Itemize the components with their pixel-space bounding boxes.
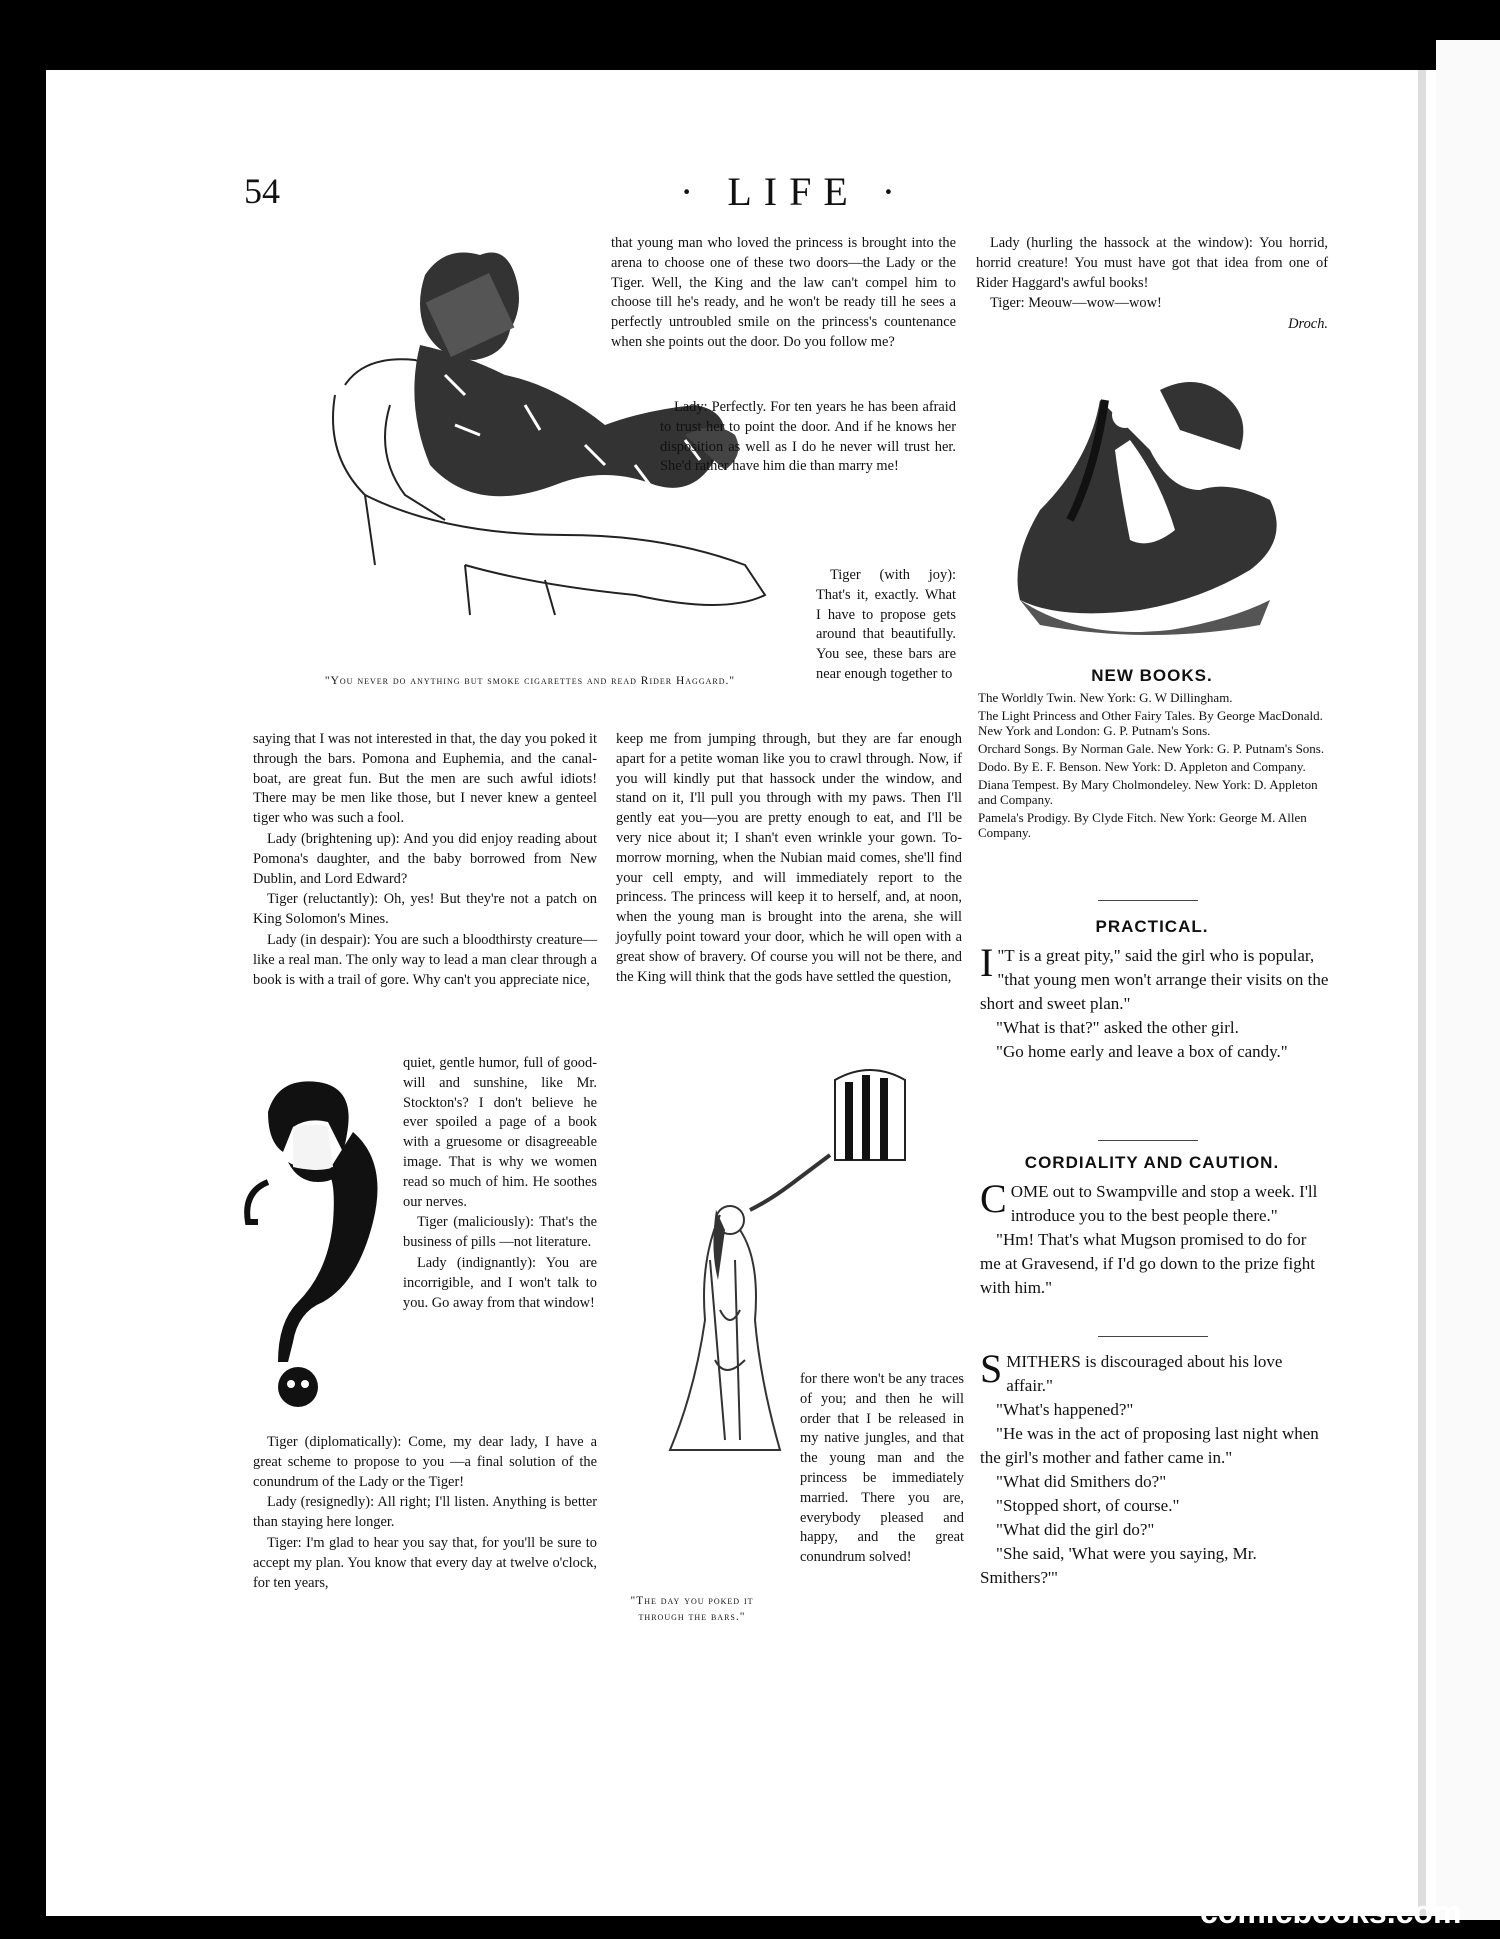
book-entry: Orchard Songs. By Norman Gale. New York: G. P. Putnam's Sons. [978, 741, 1325, 756]
paragraph: MITHERS is discouraged about his love affair." [1006, 1352, 1283, 1395]
col3-top-text [976, 234, 1328, 336]
paragraph: "Hm! That's what Mugson promised to do for me at Gravesend, if I'd go down to the prize fight with him." [980, 1230, 1315, 1297]
paragraph: Tiger (reluctantly): Oh, yes! But they're not a patch on King Solomon's Mines. [253, 891, 597, 928]
drop-cap: S [980, 1346, 1003, 1391]
col2-tiger-joy [816, 566, 956, 686]
book-entry: Diana Tempest. By Mary Cholmondeley. New York: D. Appleton and Company. [978, 777, 1318, 807]
paragraph: "What did Smithers do?" [996, 1472, 1167, 1491]
paragraph: for there won't be any traces of you; and then he will order that I be released in my native jungles, and that the young man and the princess be immediately married. There you are, everybody pleased and happy, and the great conundrum solved! [800, 1371, 964, 1566]
lady-caption: "The day you poked it through the bars." [630, 1595, 754, 1623]
divider [1098, 900, 1198, 901]
paragraph: that young man who loved the princess is brought into the arena to choose one of these two doors—the Lady or the Tiger. Well, the King and the law can't compel him to choose till he's ready, and he won't be ready till he sees a perfectly untroubled smile on the princess's countenance when she points out the door. Do you follow me? [611, 235, 956, 350]
paragraph: Lady (brightening up): And you did enjoy reading about Pomona's daughter, and the baby borrowed from New Dublin, and Lord Edward? [253, 830, 597, 887]
paragraph: Lady (hurling the hassock at the window): You horrid, horrid creature! You must have got that idea from one of Rider Haggard's awful books! [976, 235, 1328, 291]
question-mark-man-illustration [228, 1072, 388, 1412]
adjacent-page-edge [1436, 40, 1500, 1920]
paragraph: "Go home early and leave a box of candy." [996, 1042, 1288, 1061]
cordiality-text [980, 1176, 1330, 1300]
book-entry: Pamela's Prodigy. By Clyde Fitch. New York: George M. Allen Company. [978, 810, 1307, 840]
paragraph: "He was in the act of proposing last night when the girl's mother and father came in." [980, 1424, 1319, 1467]
paragraph: "What did the girl do?" [996, 1520, 1155, 1539]
divider [1098, 1336, 1208, 1337]
paragraph: "Stopped short, of course." [996, 1496, 1180, 1515]
col1-text [253, 730, 597, 991]
paragraph: keep me from jumping through, but they are far enough apart for a petite woman like you to crawl through. Now, if you will kindly put that hassock under the window, and stand on it, I'll pull you through with my paws. Then I'll gently eat you—you are pretty enough to eat, and I'll be very nice about it; I shan't even wrinkle your gown. To-morrow morning, when the Nubian maid comes, she'll find your cell empty, and will immediately report to the princess. The princess will keep it to herself, and, at noon, when the young man is brought into the arena, she will joyfully point toward your door, which he will open with a great show of bravery. Of course you will not be there, and the King will think that the gods have settled the question, [616, 731, 962, 985]
smithers-text [980, 1346, 1330, 1590]
book-entry: Dodo. By E. F. Benson. New York: D. Appleton and Company. [978, 759, 1306, 774]
drop-cap: C [980, 1176, 1007, 1221]
paragraph: OME out to Swampville and stop a week. I'll introduce you to the best people there." [1010, 1182, 1318, 1225]
paragraph: "What is that?" asked the other girl. [996, 1018, 1239, 1037]
paragraph: "What's happened?" [996, 1400, 1134, 1419]
page-number: 54 [244, 171, 280, 211]
source-watermark: comicbooks.com [1200, 1894, 1462, 1930]
practical-text [980, 940, 1330, 1064]
author-signature: Droch. [1288, 316, 1328, 333]
paragraph: Tiger (maliciously): That's the business of pills —not literature. [403, 1214, 597, 1251]
book-entry: The Light Princess and Other Fairy Tales. By George MacDonald. New York and London: G. P. Putnam's Sons. [978, 708, 1323, 738]
paragraph: Tiger: I'm glad to hear you say that, for you'll be sure to accept my plan. You know that every day at twelve o'clock, for ten years, [253, 1534, 597, 1591]
paragraph: Lady: Perfectly. For ten years he has been afraid to trust her to point the door. And if he knows her disposition as well as I do he never will trust her. She'd rather have him die than marry me! [660, 399, 956, 475]
paragraph: Lady (indignantly): You are incorrigible, and I won't talk to you. Go away from that window! [403, 1254, 597, 1311]
cordiality-heading: CORDIALITY AND CAUTION. [1024, 1153, 1280, 1172]
reclining-lady-illustration [1000, 370, 1300, 640]
new-books-list [978, 690, 1328, 843]
paragraph: saying that I was not interested in that, the day you poked it through the bars. Pomona and Euphemia, and the canal-boat, are great fun. But the men are such awful idiots! There may be men like those, but I never knew a genteel tiger who was such a fool. [253, 731, 597, 827]
page-gutter [1418, 70, 1426, 1916]
new-books-heading: NEW BOOKS. [1091, 666, 1213, 685]
masthead-title: · LIFE · [680, 169, 908, 214]
paragraph: Tiger (diplomatically): Come, my dear lady, I have a great scheme to propose to you —a final solution of the conundrum of the Lady or the Tiger! [253, 1434, 597, 1490]
tiger-caption: "You never do anything but smoke cigarettes and read Rider Haggard." [324, 675, 736, 687]
practical-heading: PRACTICAL. [1095, 917, 1209, 936]
paragraph: Tiger (with joy): That's it, exactly. What I have to propose gets around that beautifully. You see, these bars are near enough together to [816, 567, 956, 682]
paragraph: "She said, 'What were you saying, Mr. Smithers?'" [980, 1544, 1257, 1587]
paragraph: Lady (resignedly): All right; I'll listen. Anything is better than staying here longer. [253, 1494, 597, 1531]
paragraph: Lady (in despair): You are such a bloodthirsty creature—like a real man. The only way to lead a man clear through a book is with a trail of gore. Why can't you appreciate nice, [253, 931, 597, 988]
drop-cap: I [980, 940, 994, 985]
col2-top-text [611, 234, 956, 354]
col1-bottom-text [253, 1433, 597, 1594]
book-entry: The Worldly Twin. New York: G. W Dillingham. [978, 690, 1233, 705]
col2-mid-text [616, 730, 962, 988]
paragraph: quiet, gentle humor, full of good-will and sunshine, like Mr. Stockton's? I don't believe he ever spoiled a page of a book with a gruesome or disagreeable image. That is why we women read so much of him. He soothes our nerves. [403, 1055, 597, 1210]
divider [1098, 1140, 1198, 1141]
col2-lady-reply [660, 398, 956, 478]
col2-bottom-text [800, 1370, 964, 1569]
paragraph: Tiger: Meouw—wow—wow! [990, 295, 1162, 312]
col1-wrap-text [403, 1054, 597, 1314]
paragraph: "T is a great pity," said the girl who is popular, "that young men won't arrange their visits on the short and sweet plan." [980, 946, 1329, 1013]
